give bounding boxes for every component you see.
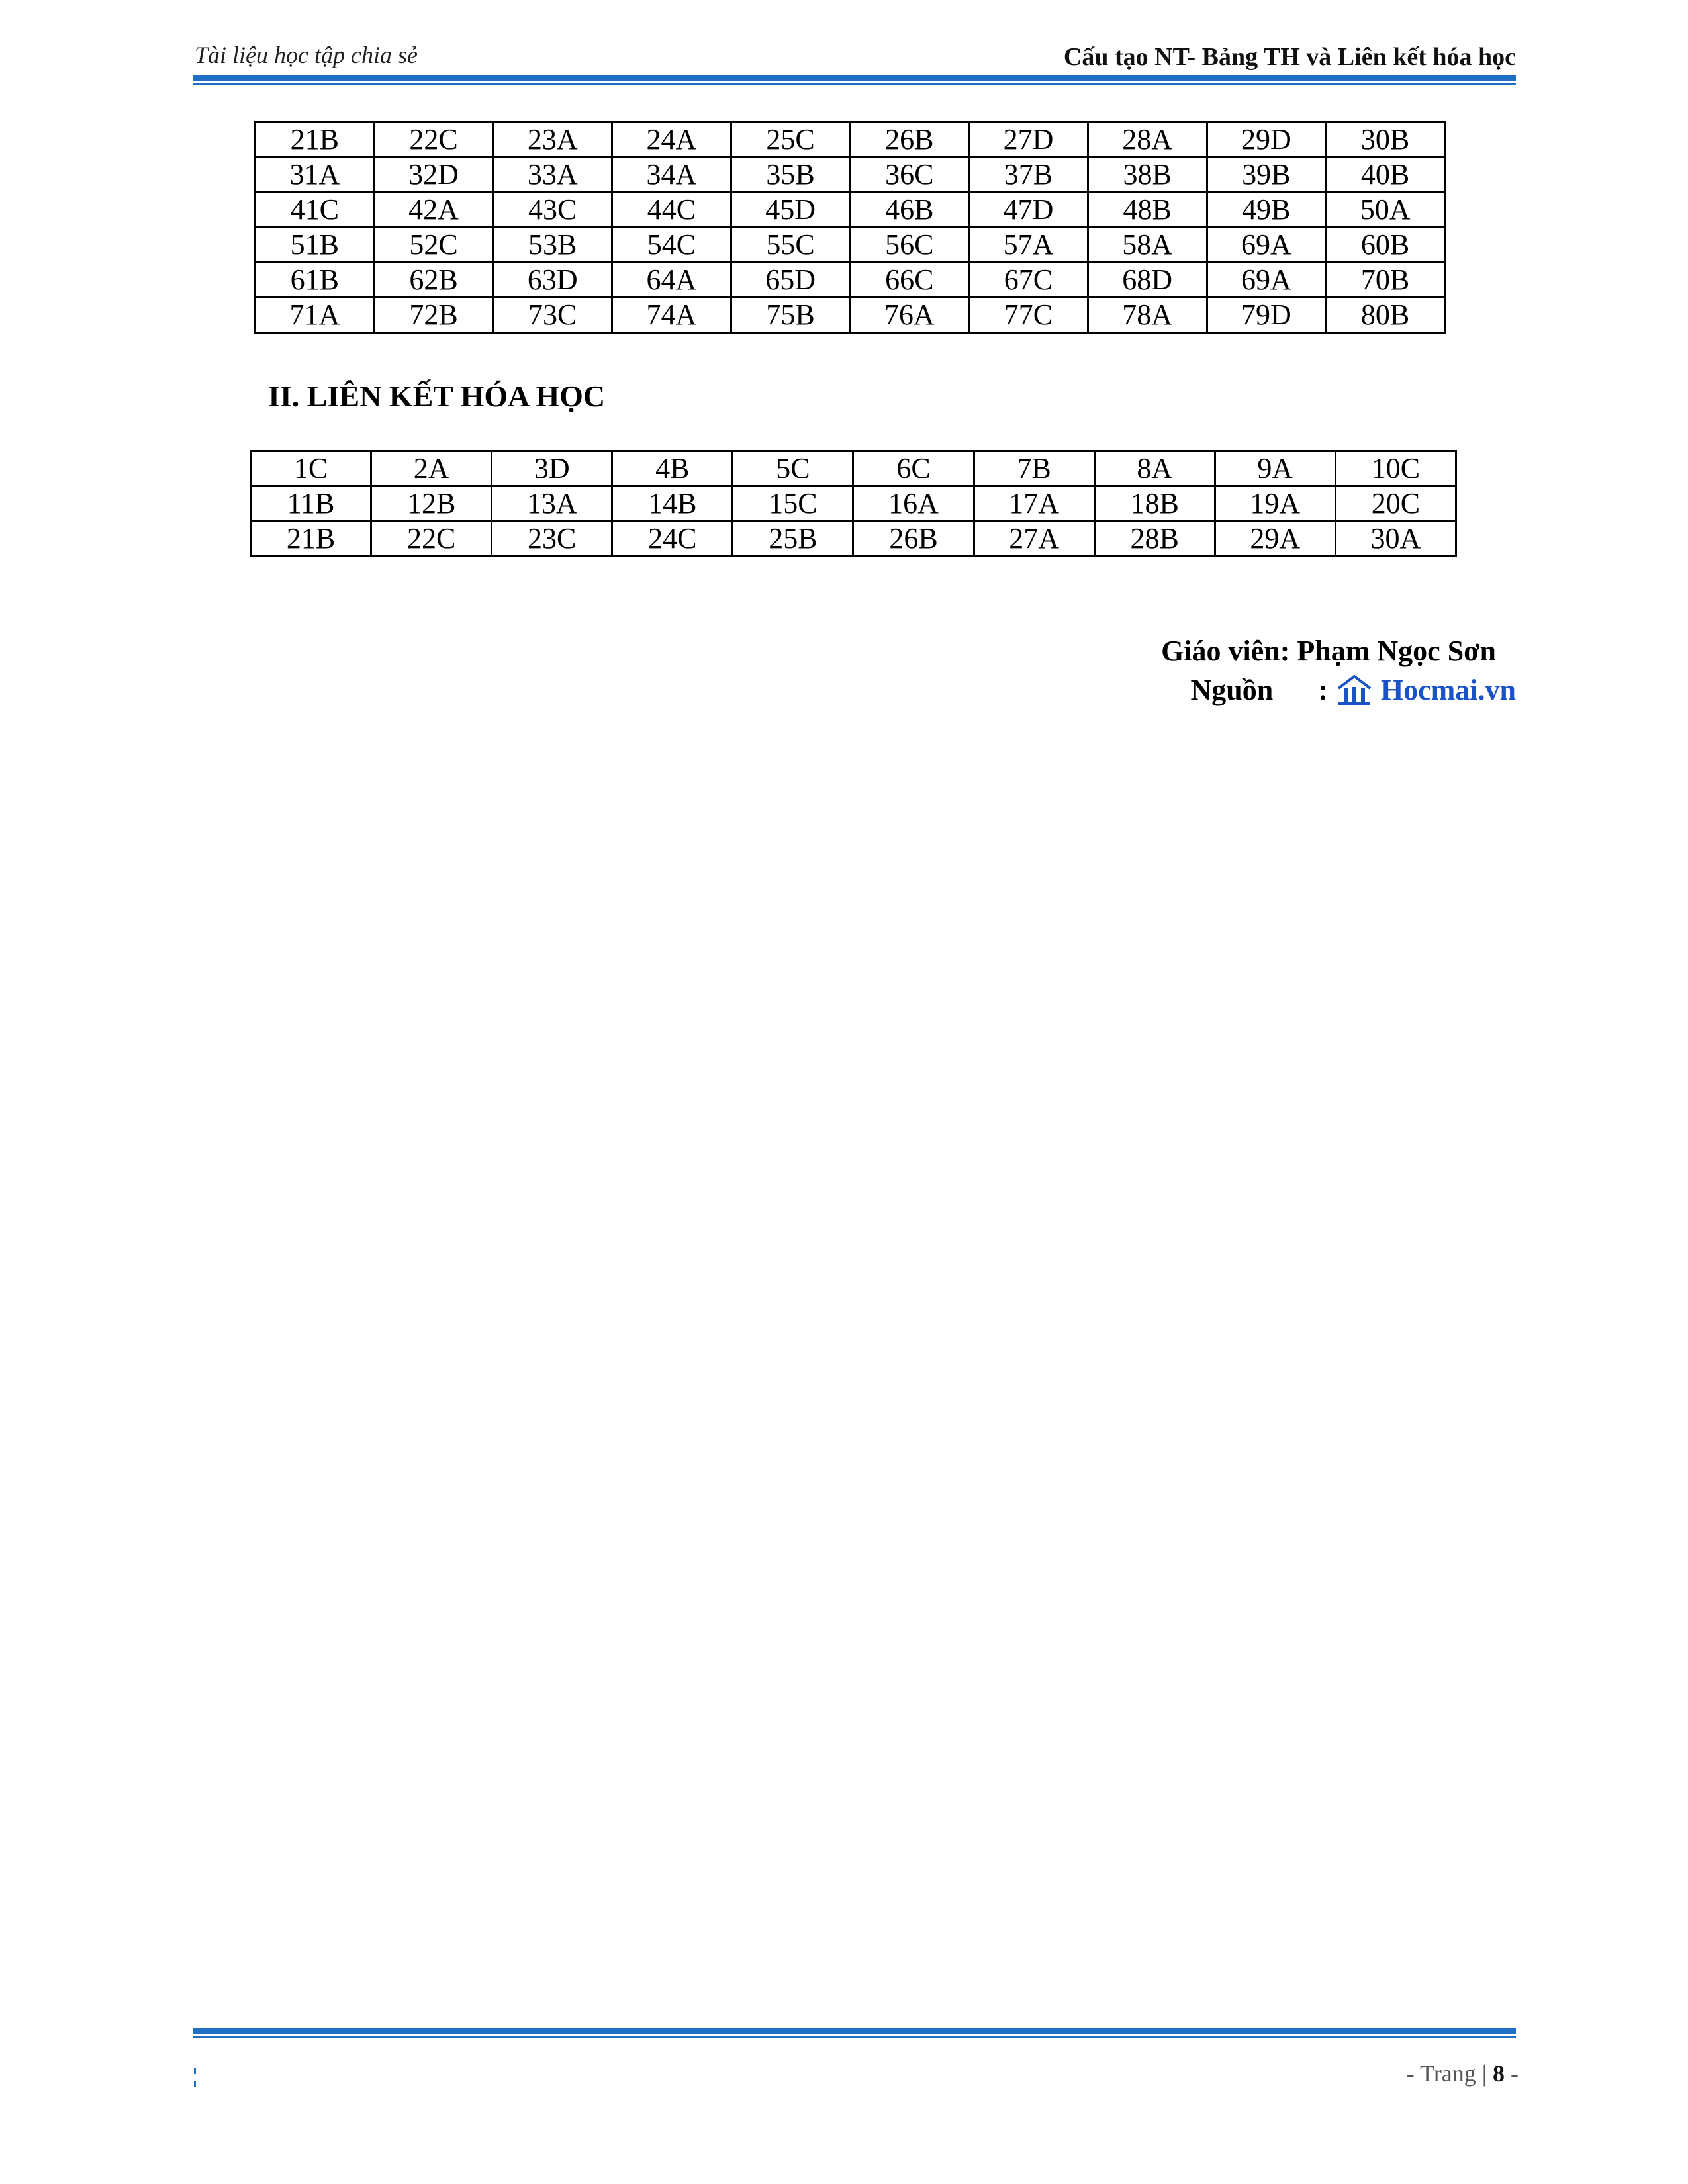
- answer-cell: 66C: [850, 263, 969, 298]
- answer-cell: 26B: [850, 122, 969, 158]
- answer-cell: 25C: [731, 122, 850, 158]
- answer-cell: 4B: [612, 451, 733, 486]
- answer-cell: 61B: [256, 263, 375, 298]
- source-label: Nguồn: [1190, 673, 1274, 706]
- table-row: [256, 158, 1445, 193]
- answer-cell: 18B: [1094, 486, 1215, 522]
- footer-rule-thin: [193, 2036, 1516, 2038]
- answer-cell: 69A: [1207, 263, 1326, 298]
- table-row: [251, 486, 1456, 522]
- answer-cell: 27D: [969, 122, 1088, 158]
- answer-cell: 41C: [256, 193, 375, 228]
- answer-cell: 39B: [1207, 158, 1326, 193]
- footer-mark: [193, 2065, 197, 2091]
- answer-cell: 80B: [1326, 298, 1445, 333]
- answer-cell: 45D: [731, 193, 850, 228]
- answer-cell: 24A: [612, 122, 731, 158]
- answer-cell: 16A: [853, 486, 974, 522]
- answer-cell: 69A: [1207, 228, 1326, 263]
- answer-cell: 42A: [374, 193, 493, 228]
- answer-cell: 63D: [493, 263, 612, 298]
- answer-table-1: [254, 121, 1446, 334]
- answer-cell: 64A: [612, 263, 731, 298]
- answer-cell: 77C: [969, 298, 1088, 333]
- answer-cell: 30A: [1335, 522, 1456, 557]
- answer-cell: 73C: [493, 298, 612, 333]
- source-separator: :: [1318, 673, 1328, 706]
- table-row: [251, 522, 1456, 557]
- source-line: [1191, 672, 1516, 707]
- answer-cell: 19A: [1215, 486, 1335, 522]
- answer-cell: 37B: [969, 158, 1088, 193]
- answer-cell: 35B: [731, 158, 850, 193]
- answer-cell: 1C: [251, 451, 371, 486]
- answer-cell: 23C: [492, 522, 612, 557]
- answer-cell: 11B: [251, 486, 371, 522]
- answer-cell: 33A: [493, 158, 612, 193]
- table-row: [256, 263, 1445, 298]
- answer-cell: 6C: [853, 451, 974, 486]
- header-rule-thin: [193, 83, 1516, 85]
- answer-cell: 55C: [731, 228, 850, 263]
- answer-cell: 34A: [612, 158, 731, 193]
- table-row: [251, 451, 1456, 486]
- answer-cell: 2A: [371, 451, 492, 486]
- answer-cell: 58A: [1088, 228, 1207, 263]
- answer-cell: 22C: [374, 122, 493, 158]
- answer-cell: 68D: [1088, 263, 1207, 298]
- answer-cell: 29A: [1215, 522, 1335, 557]
- header-left-text: Tài liệu học tập chia sẻ: [195, 42, 418, 68]
- table-row: [256, 298, 1445, 333]
- page-prefix: - Trang |: [1406, 2060, 1487, 2087]
- answer-cell: 51B: [256, 228, 375, 263]
- answer-cell: 22C: [371, 522, 492, 557]
- answer-cell: 52C: [374, 228, 493, 263]
- answer-cell: 43C: [493, 193, 612, 228]
- answer-cell: 50A: [1326, 193, 1445, 228]
- answer-cell: 46B: [850, 193, 969, 228]
- answer-cell: 12B: [371, 486, 492, 522]
- answer-cell: 27A: [974, 522, 1094, 557]
- header-right-text: Cấu tạo NT- Bảng TH và Liên kết hóa học: [1063, 43, 1516, 71]
- answer-cell: 49B: [1207, 193, 1326, 228]
- answer-cell: 48B: [1088, 193, 1207, 228]
- answer-cell: 75B: [731, 298, 850, 333]
- answer-cell: 56C: [850, 228, 969, 263]
- answer-cell: 28B: [1094, 522, 1215, 557]
- answer-cell: 38B: [1088, 158, 1207, 193]
- table-row: [256, 193, 1445, 228]
- answer-cell: 8A: [1094, 451, 1215, 486]
- section-heading: II. LIÊN KẾT HÓA HỌC: [268, 379, 606, 413]
- answer-cell: 23A: [493, 122, 612, 158]
- house-icon: [1335, 672, 1374, 707]
- answer-cell: 9A: [1215, 451, 1335, 486]
- answer-cell: 67C: [969, 263, 1088, 298]
- answer-cell: 71A: [256, 298, 375, 333]
- page-suffix: -: [1511, 2060, 1519, 2087]
- answer-cell: 40B: [1326, 158, 1445, 193]
- answer-cell: 47D: [969, 193, 1088, 228]
- answer-cell: 10C: [1335, 451, 1456, 486]
- answer-cell: 60B: [1326, 228, 1445, 263]
- answer-cell: 62B: [374, 263, 493, 298]
- answer-cell: 79D: [1207, 298, 1326, 333]
- teacher-signature: Giáo viên: Phạm Ngọc Sơn: [1161, 635, 1496, 667]
- answer-cell: 13A: [492, 486, 612, 522]
- source-link[interactable]: Hocmai.vn: [1380, 673, 1516, 706]
- answer-cell: 30B: [1326, 122, 1445, 158]
- answer-cell: 72B: [374, 298, 493, 333]
- answer-cell: 31A: [256, 158, 375, 193]
- answer-cell: 65D: [731, 263, 850, 298]
- answer-cell: 14B: [612, 486, 733, 522]
- answer-cell: 78A: [1088, 298, 1207, 333]
- table-row: [256, 228, 1445, 263]
- answer-cell: 28A: [1088, 122, 1207, 158]
- answer-table-2: [250, 450, 1457, 557]
- answer-cell: 21B: [251, 522, 371, 557]
- answer-cell: 36C: [850, 158, 969, 193]
- answer-cell: 17A: [974, 486, 1094, 522]
- footer-rule: [193, 2028, 1516, 2034]
- answer-cell: 21B: [256, 122, 375, 158]
- answer-cell: 74A: [612, 298, 731, 333]
- answer-cell: 32D: [374, 158, 493, 193]
- answer-cell: 29D: [1207, 122, 1326, 158]
- table-row: [256, 122, 1445, 158]
- answer-cell: 5C: [733, 451, 853, 486]
- answer-cell: 70B: [1326, 263, 1445, 298]
- answer-table-1-body: [256, 122, 1445, 333]
- answer-table-2-body: [251, 451, 1456, 557]
- header-rule: [193, 75, 1516, 81]
- answer-cell: 20C: [1335, 486, 1456, 522]
- answer-cell: 7B: [974, 451, 1094, 486]
- answer-cell: 15C: [733, 486, 853, 522]
- answer-cell: 57A: [969, 228, 1088, 263]
- answer-cell: 25B: [733, 522, 853, 557]
- answer-cell: 44C: [612, 193, 731, 228]
- page-number-value: 8: [1493, 2060, 1505, 2087]
- page-number: [1407, 2060, 1519, 2087]
- answer-cell: 53B: [493, 228, 612, 263]
- answer-cell: 3D: [492, 451, 612, 486]
- answer-cell: 26B: [853, 522, 974, 557]
- answer-cell: 54C: [612, 228, 731, 263]
- answer-cell: 76A: [850, 298, 969, 333]
- answer-cell: 24C: [612, 522, 733, 557]
